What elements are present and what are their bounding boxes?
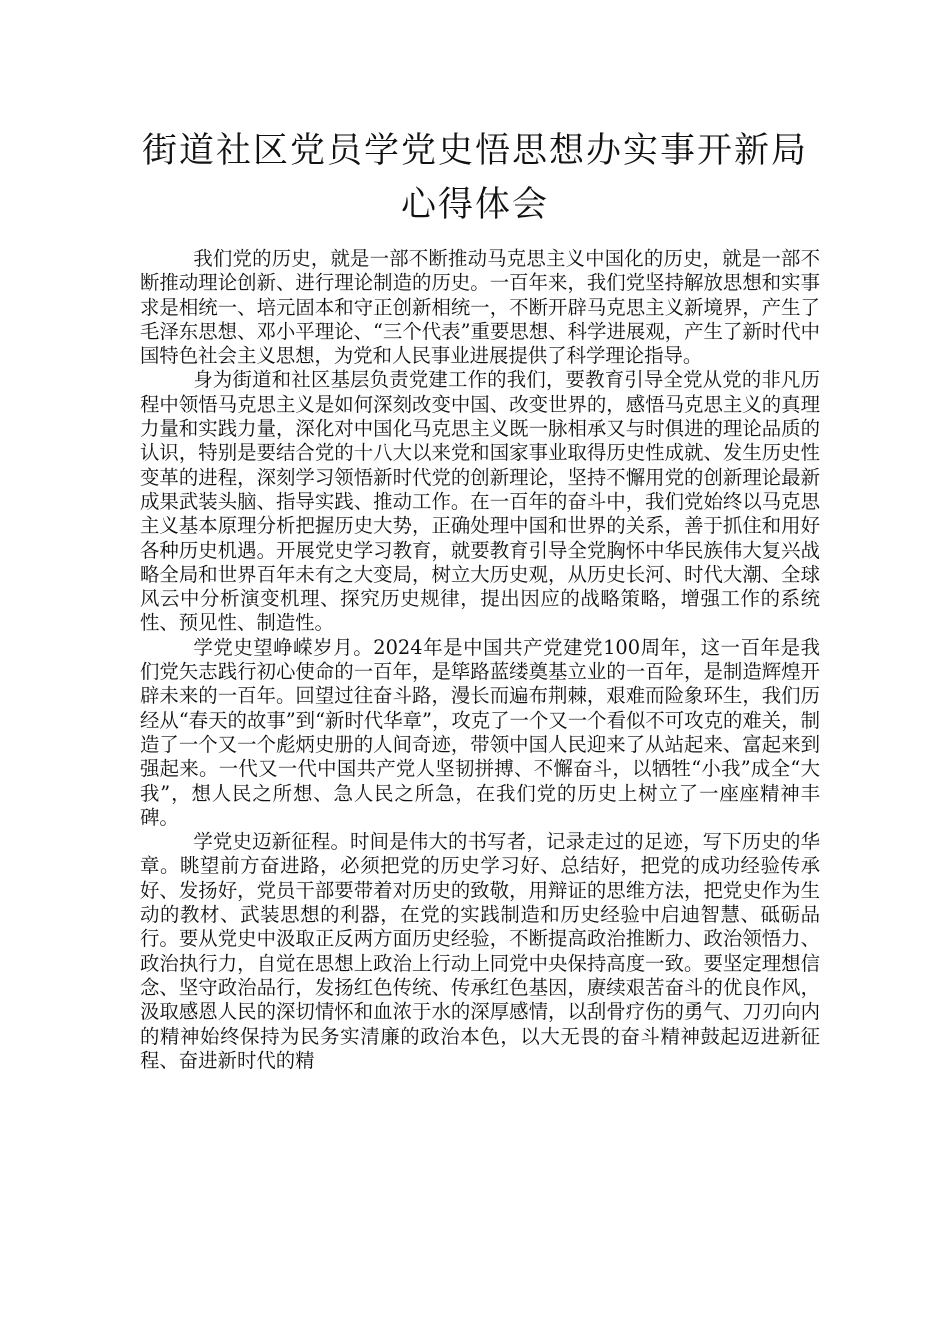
title-line-1: 街道社区党员学党史悟思想办实事开新局 — [141, 131, 808, 171]
paragraph-3: 学党史望峥嵘岁月。2024年是中国共产党建党100周年，这一百年是我们党矢志践行初心使命的一百年，是筚路蓝缕奠基立业的一百年，是制造辉煌开辟未来的一百年。回望过往奋斗路，漫长而遍布荆棘，艰难而险象环生，我们历经从“春天的故事”到“新时代华章”，攻克了一个又一个看似不可攻克的难关，制造了一个又一个彪炳史册的人间奇迹，带领中国人民迎来了从站起来、富起来到强起来。一代又一代中国共产党人坚韧拼搏、不懈奋斗，以牺牲“小我”成全“大我”，想人民之所想、急人民之所急，在我们党的历史上树立了一座座精神丰碑。 — [140, 635, 820, 829]
document-body — [140, 247, 820, 1073]
document-title — [100, 124, 850, 232]
title-line-2: 心得体会 — [400, 185, 549, 225]
paragraph-1: 我们党的历史，就是一部不断推动马克思主义中国化的历史，就是一部不断推动理论创新、进行理论制造的历史。一百年来，我们党坚持解放思想和实事求是相统一、培元固本和守正创新相统一，不断开辟马克思主义新境界，产生了毛泽东思想、邓小平理论、“三个代表”重要思想、科学进展观，产生了新时代中国特色社会主义思想，为党和人民事业进展提供了科学理论指导。 — [140, 247, 820, 368]
paragraph-4: 学党史迈新征程。时间是伟大的书写者，记录走过的足迹，写下历史的华章。眺望前方奋进路，必须把党的历史学习好、总结好，把党的成功经验传承好、发扬好，党员干部要带着对历史的致敬，用辩证的思维方法，把党史作为生动的教材、武装思想的利器，在党的实践制造和历史经验中启迪智慧、砥砺品行。要从党史中汲取正反两方面历史经验，不断提高政治推断力、政治领悟力、政治执行力，自觉在思想上政治上行动上同党中央保持高度一致。要坚定理想信念、坚守政治品行，发扬红色传统、传承红色基因，赓续艰苦奋斗的优良作风，汲取感恩人民的深切情怀和血浓于水的深厚感情，以刮骨疗伤的勇气、刀刃向内的精神始终保持为民务实清廉的政治本色，以大无畏的奋斗精神鼓起迈进新征程、奋进新时代的精 — [140, 830, 820, 1072]
paragraph-2: 身为街道和社区基层负责党建工作的我们，要教育引导全党从党的非凡历程中领悟马克思主义是如何深刻改变中国、改变世界的，感悟马克思主义的真理力量和实践力量，深化对中国化马克思主义既一脉相承又与时俱进的理论品质的认识，特别是要结合党的十八大以来党和国家事业取得历史性成就、发生历史性变革的进程，深刻学习领悟新时代党的创新理论，坚持不懈用党的创新理论最新成果武装头脑、指导实践、推动工作。在一百年的奋斗中，我们党始终以马克思主义基本原理分析把握历史大势，正确处理中国和世界的关系，善于抓住和用好各种历史机遇。开展党史学习教育，就要教育引导全党胸怀中华民族伟大复兴战略全局和世界百年未有之大变局，树立大历史观，从历史长河、时代大潮、全球风云中分析演变机理、探究历史规律，提出因应的战略策略，增强工作的系统性、预见性、制造性。 — [140, 368, 820, 635]
